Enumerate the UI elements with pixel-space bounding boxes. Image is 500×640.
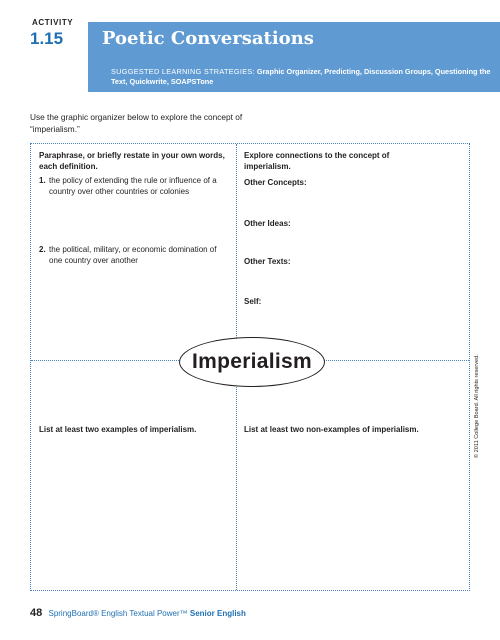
center-concept-oval [179, 337, 325, 387]
page-title: Poetic Conversations [102, 28, 314, 49]
footer-course: Senior English [189, 609, 246, 618]
footer-brand: SpringBoard® English Textual Power™ [48, 609, 188, 618]
learning-strategies [111, 67, 491, 87]
definition-2-number: 2. [39, 245, 46, 254]
page-number: 48 [30, 607, 43, 619]
activity-label: ACTIVITY [32, 18, 74, 27]
definition-1 [39, 176, 229, 197]
page-footer [30, 607, 246, 619]
definition-2 [39, 245, 229, 266]
definition-1-number: 1. [39, 176, 46, 185]
center-concept: Imperialism [191, 350, 313, 373]
intro-text: Use the graphic organizer below to explore the concept of “imperialism.” [30, 112, 243, 134]
strategies-list: Graphic Organizer, Predicting, Discussion Groups, Questioning the Text, Quickwrite, SOAPSTone [111, 67, 491, 86]
graphic-organizer [30, 143, 470, 591]
activity-number: 1.15 [30, 29, 64, 48]
other-ideas-label: Other Ideas: [244, 219, 291, 228]
other-texts-label: Other Texts: [244, 257, 291, 266]
copyright-text: © 2011 College Board. All rights reserved. [474, 354, 480, 458]
connections-heading: Explore connections to the concept of imperialism. [244, 151, 390, 171]
paraphrase-heading: Paraphrase, or briefly restate in your own words, each definition. [39, 151, 225, 171]
strategies-label: SUGGESTED LEARNING STRATEGIES: [111, 67, 255, 76]
self-label: Self: [244, 297, 262, 306]
activity-box [0, 0, 88, 52]
other-concepts-label: Other Concepts: [244, 178, 307, 187]
definition-2-text: the political, military, or economic domination of one country over another [49, 245, 217, 265]
examples-heading: List at least two examples of imperialism. [39, 425, 197, 434]
non-examples-heading: List at least two non-examples of imperialism. [244, 425, 419, 434]
definition-1-text: the policy of extending the rule or influence of a country over other countries or colonies [49, 176, 217, 196]
